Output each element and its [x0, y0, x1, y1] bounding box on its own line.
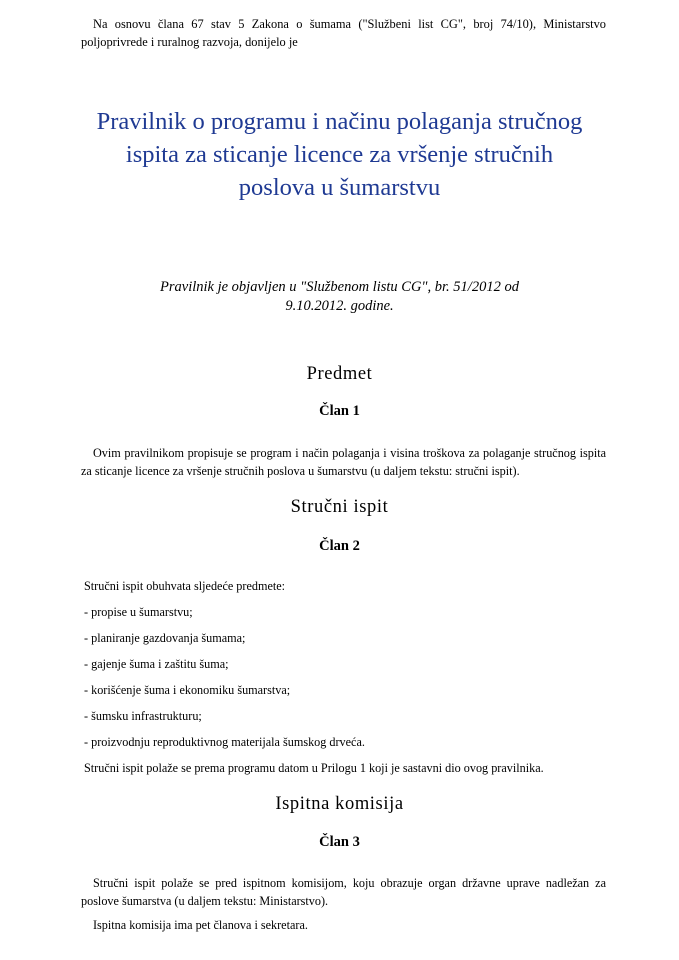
subject-item: - planiranje gazdovanja šumama; — [84, 631, 246, 645]
regulation-title — [20, 105, 659, 204]
article-2-lead: Stručni ispit obuhvata sljedeće predmete: — [84, 579, 286, 593]
article-3-text-1: Stručni ispit polaže se pred ispitnom komisijom, koju obrazuje organ državne uprave nadležan za poslove šumarstva (u daljem tekstu: Ministarstvo). — [81, 876, 606, 908]
subject-item: - gajenje šuma i zaštitu šuma; — [84, 657, 229, 671]
article-3-heading: Član 3 — [319, 834, 360, 850]
title-line-2: ispita za sticanje licence za vršenje stručnih — [125, 141, 554, 168]
subject-item: - korišćenje šuma i ekonomiku šumarstva; — [84, 683, 291, 697]
article-3-text-2: Ispitna komisija ima pet članova i sekretara. — [93, 918, 308, 932]
publication-note-line-2: 9.10.2012. godine. — [285, 298, 394, 314]
intro-paragraph: Na osnovu člana 67 stav 5 Zakona o šumama ("Službeni list CG", broj 74/10), Ministarstvo poljoprivrede i ruralnog razvoja, donijelo je — [81, 17, 606, 49]
title-line-3: poslova u šumarstvu — [238, 174, 441, 201]
article-1-heading: Član 1 — [319, 403, 360, 419]
title-line-1: Pravilnik o programu i načinu polaganja stručnog — [96, 108, 583, 135]
subject-item: - šumsku infrastrukturu; — [84, 709, 202, 723]
article-1-text: Ovim pravilnikom propisuje se program i način polaganja i visina troškova za polaganje stručnog ispita za sticanje licence za vršenje stručnih poslova u šumarstvu (u daljem tekstu: stručni ispit). — [81, 446, 606, 478]
section-heading-strucni-ispit: Stručni ispit — [290, 497, 389, 517]
subject-item: - proizvodnju reproduktivnog materijala šumskog drveća. — [84, 735, 365, 749]
article-2-closing: Stručni ispit polaže se prema programu datom u Prilogu 1 koji je sastavni dio ovog pravilnika. — [84, 761, 544, 775]
publication-note-line-1: Pravilnik je objavljen u "Službenom listu CG", br. 51/2012 od — [160, 279, 519, 295]
section-heading-predmet: Predmet — [306, 364, 373, 384]
article-2-heading: Član 2 — [319, 538, 360, 554]
publication-note — [60, 278, 619, 316]
subject-item: - propise u šumarstvu; — [84, 605, 193, 619]
section-heading-ispitna-komisija: Ispitna komisija — [275, 794, 404, 814]
